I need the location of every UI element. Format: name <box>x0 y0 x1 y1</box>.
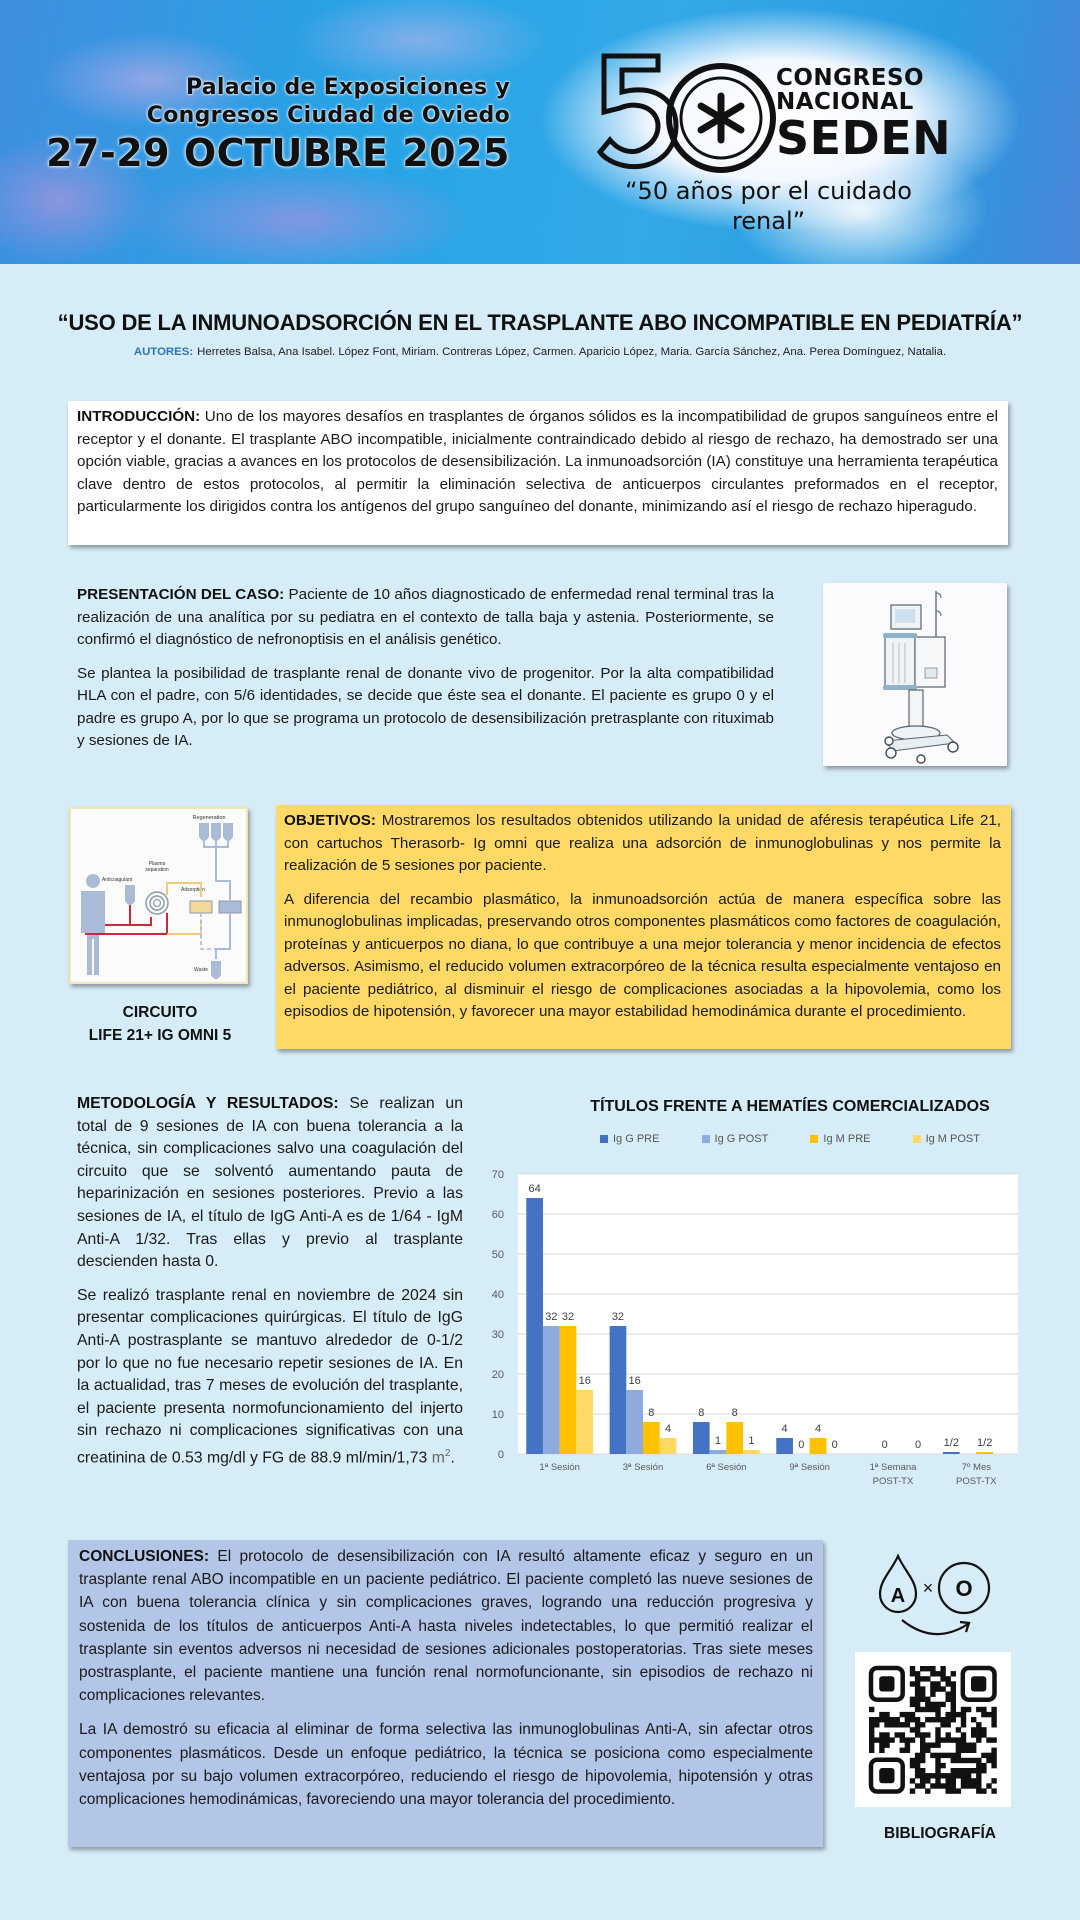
y-tick-label: 10 <box>491 1409 504 1421</box>
data-label: 1 <box>714 1435 722 1447</box>
abo-incompatibility-icon <box>874 1550 1004 1645</box>
data-label: 0 <box>831 1439 838 1451</box>
x-tick-label: 6ª Sesión <box>706 1462 747 1473</box>
introduction-text: Uno de los mayores desafíos en trasplantes de órganos sólidos es la incompatibilidad de grupos sanguíneos entre el receptor y el donante. El trasplante ABO incompatible, inicialmente contraindicado debido al riesgo de rechazo, ha demostrado ser una opción viable, gracias a avances en los protocolos de desensibilización. La inmunoadsorción (IA) constituye una herramienta terapéutica clave dentro de estos protocolos, al permitir la eliminación selectiva de anticuerpos circulantes preformados en el receptor, particularmente los dirigidos contra los antígenos del grupo sanguíneo del donante, minimizando así el riesgo de rechazo hiperagudo. <box>77 408 998 515</box>
conclusions-box <box>68 1540 823 1847</box>
bar <box>693 1422 710 1454</box>
data-label: 64 <box>528 1183 541 1195</box>
x-tick-label: POST-TX <box>872 1476 914 1487</box>
bar <box>576 1390 593 1454</box>
x-tick-label: 1ª Sesión <box>539 1462 580 1473</box>
case-presentation <box>77 584 774 753</box>
data-label: 1 <box>748 1435 755 1447</box>
chart-title: TÍTULOS FRENTE A HEMATÍES COMERCIALIZADOS <box>590 1098 990 1115</box>
bar <box>610 1326 627 1454</box>
case-paragraph-1 <box>77 584 774 652</box>
objectives-text-1: Mostraremos los resultados obtenidos utilizando la unidad de aféresis terapéutica Life 21, con cartuchos Therasorb- Ig omni que realiza una adsorción de inmunoglobulinas y nos permite la realización de 5 sesiones por paciente. <box>284 812 1001 874</box>
poster-title: “USO DE LA INMUNOADSORCIÓN EN EL TRASPLANTE ABO INCOMPATIBLE EN PEDIATRÍA” <box>57 310 1023 335</box>
bar <box>726 1422 743 1454</box>
label-anticoagulant: Anticoagulant <box>101 877 133 883</box>
legend-label: Ig M POST <box>925 1133 980 1145</box>
objectives-box <box>276 805 1011 1049</box>
y-tick-label: 40 <box>491 1289 504 1301</box>
method-end: . <box>450 1449 455 1467</box>
bar <box>810 1438 827 1454</box>
data-label: 16 <box>628 1375 641 1387</box>
data-label: 1/2 <box>943 1437 959 1449</box>
event-dates: 27-29 OCTUBRE 2025 <box>46 131 510 175</box>
data-label: 1/2 <box>977 1437 993 1449</box>
x-tick-label: 9ª Sesión <box>789 1462 830 1473</box>
conclusions-text-1: El protocolo de desensibilización con IA resultó altamente eficaz y seguro en un trasplante renal ABO incompatible en un paciente pediátrico. El paciente completó las nueve sesiones de IA con buena tolerancia clínica y sin complicaciones graves, logrando una reducción progresiva y sostenida de los títulos de anticuerpos Anti-A hasta niveles indetectables, lo que permitió realizar el trasplante sin eventos adversos ni necesidad de sesiones adicionales postoperatorias. Tras siete meses postrasplante, el paciente mantiene una función renal normofuncionante, sin episodios de rechazo ni complicaciones relevantes. <box>79 1548 813 1705</box>
legend-swatch <box>913 1135 921 1143</box>
abo-o-label: O <box>955 1576 973 1601</box>
label-waste: Waste <box>194 967 208 973</box>
authors-names: Herretes Balsa, Ana Isabel. López Font, Miriam. Contreras López, Carmen. Aparicio López, Maria. García Sánchez, Ana. Perea Domínguez, Natalia. <box>197 346 947 358</box>
data-label: 32 <box>545 1311 558 1323</box>
data-label: 4 <box>781 1423 788 1435</box>
bar <box>526 1198 543 1454</box>
x-tick-label: 3ª Sesión <box>622 1462 664 1473</box>
bar <box>626 1390 643 1454</box>
circuit-caption-line-1: CIRCUITO <box>122 1004 198 1021</box>
circuit-caption-line-2: LIFE 21+ IG OMNI 5 <box>88 1027 232 1044</box>
logo-50-icon <box>596 48 776 178</box>
methodology-results <box>77 1093 463 1470</box>
label-adsorption: Adsorption <box>181 887 205 893</box>
data-label: 8 <box>648 1407 655 1419</box>
bar <box>976 1452 993 1454</box>
bar-chart <box>480 1160 1025 1495</box>
method-heading: METODOLOGÍA Y RESULTADOS: <box>77 1095 339 1112</box>
y-tick-label: 60 <box>491 1209 504 1221</box>
authors-label: AUTORES: <box>133 346 194 358</box>
y-tick-label: 70 <box>491 1169 504 1181</box>
objectives-heading: OBJETIVOS: <box>284 812 376 829</box>
legend-item <box>913 1133 980 1145</box>
y-tick-label: 30 <box>491 1329 504 1341</box>
label-plasma: Plasma <box>148 861 166 867</box>
logo-seden: SEDEN <box>776 111 952 165</box>
x-tick-label: POST-TX <box>956 1476 997 1487</box>
method-text-1: Se realizan un total de 9 sesiones de IA con buena tolerancia a la técnica, sin complicaciones salvo una coagulación del circuito que se solventó aumentando pauta de heparinización en sesiones posteriores. Previo a las sesiones de IA, el título de IgG Anti-A es de 1/64 - IgM Anti-A 1/32. Tras ellas y previo al trasplante descienden hasta 0. <box>77 1095 463 1271</box>
bibliography-qr-code[interactable] <box>855 1652 1011 1807</box>
venue-line-1: Palacio de Exposiciones y <box>185 75 510 100</box>
legend-swatch <box>810 1135 818 1143</box>
apheresis-machine-image <box>823 583 1007 766</box>
data-label: 4 <box>664 1423 672 1435</box>
method-text-2: Se realizó trasplante renal en noviembre de 2024 sin presentar complicaciones quirúrgicas. El título de IgG Anti-A postrasplante se mantuvo alrededor de 0-1/2 por lo que no fue necesario repetir sesiones de IA. En la actualidad, tras 7 meses de evolución del trasplante, el paciente presenta normofuncionamiento del injerto sin rechazo ni complicaciones significativas con una creatinina de 0.53 mg/dl y FG de 88.9 ml/min/1,73 <box>77 1286 463 1467</box>
method-paragraph-1 <box>77 1093 463 1274</box>
y-tick-label: 20 <box>491 1369 504 1381</box>
objectives-paragraph-2: A diferencia del recambio plasmático, la inmunoadsorción actúa de manera específica sobre las inmunoglobulinas implicadas, preservando otros componentes plasmáticos como factores de coagulación, proteínas y anticuerpos no diana, lo que contribuye a una mejor tolerancia y menor incidencia de efectos adversos. Asimismo, el reducido volumen extracorpóreo de la técnica resulta especialmente ventajoso en el paciente pediátrico, al disminuir el riesgo de complicaciones asociadas a la hipovolemia, como los episodios de hipotensión, y favorecer una mayor estabilidad hemodinámica durante el procedimiento. <box>284 890 1001 1020</box>
label-regeneration: Regeneration <box>192 815 226 821</box>
introduction-heading: INTRODUCCIÓN: <box>77 408 201 425</box>
data-label: 16 <box>578 1375 591 1387</box>
venue-block <box>46 74 510 176</box>
x-tick-label: 1ª Semana <box>869 1462 917 1473</box>
legend-label: Ig M PRE <box>823 1133 871 1145</box>
x-tick-label: 7º Mes <box>961 1462 992 1473</box>
logo-congreso-nacional <box>776 66 924 114</box>
data-label: 0 <box>881 1439 888 1451</box>
data-label: 8 <box>731 1407 738 1419</box>
conclusions-heading: CONCLUSIONES: <box>79 1548 210 1565</box>
label-separation: separation <box>145 867 169 873</box>
venue-line-2: Congresos Ciudad de Oviedo <box>146 103 510 128</box>
seden-logo <box>596 48 952 235</box>
bar <box>776 1438 793 1454</box>
legend-label: Ig G POST <box>714 1133 769 1145</box>
legend-swatch <box>600 1135 608 1143</box>
logo-line-1: CONGRESO <box>776 65 925 91</box>
bibliography-label: BIBLIOGRAFÍA <box>884 1825 996 1842</box>
bar <box>660 1438 677 1454</box>
case-heading: PRESENTACIÓN DEL CASO: <box>77 586 285 603</box>
circuit-diagram-icon <box>71 809 246 982</box>
bar <box>543 1326 560 1454</box>
data-label: 32 <box>611 1311 625 1323</box>
circuit-caption <box>60 1001 260 1047</box>
legend-item <box>702 1133 769 1145</box>
introduction-box <box>68 401 1008 545</box>
abo-a-label: A <box>890 1585 906 1607</box>
conclusions-paragraph-1 <box>79 1545 813 1707</box>
bar <box>643 1422 660 1454</box>
y-tick-label: 0 <box>497 1449 504 1461</box>
bar <box>560 1326 577 1454</box>
abo-times-label: × <box>922 1578 934 1598</box>
apheresis-machine-icon <box>823 583 1007 766</box>
qr-code-icon <box>855 1652 1011 1807</box>
data-label: 0 <box>914 1439 922 1451</box>
case-paragraph-2: Se plantea la posibilidad de trasplante renal de donante vivo de progenitor. Por la alta compatibilidad HLA con el padre, con 5/6 identidades, se decide que éste sea el donante. El paciente es grupo 0 y el padre es grupo A, por lo que se programa un protocolo de desensibilización pretrasplante con rituximab y sesiones de IA. <box>77 664 774 749</box>
method-paragraph-2 <box>77 1285 463 1470</box>
conclusions-paragraph-2: La IA demostró su eficacia al eliminar de forma selectiva las inmunoglobulinas Anti-A, sin afectar otros componentes plasmáticos. Desde un enfoque pediátrico, la técnica se posiciona como especialmente ventajosa por su bajo volumen extracorpóreo, reduciendo el riesgo de hipovolemia, hipotensión y otras complicaciones hemodinámicas, favoreciendo una mayor tolerancia del procedimiento. <box>79 1721 813 1809</box>
legend-item <box>810 1133 870 1145</box>
legend-label: Ig G PRE <box>613 1133 660 1145</box>
y-tick-label: 50 <box>491 1249 504 1261</box>
bar <box>943 1452 960 1454</box>
legend-swatch <box>702 1135 710 1143</box>
method-unit-sup: 2 <box>444 1447 451 1459</box>
authors <box>0 344 1080 360</box>
method-unit: m <box>431 1449 445 1467</box>
data-label: 32 <box>561 1311 575 1323</box>
bar <box>710 1450 727 1454</box>
chart-legend <box>600 1133 980 1145</box>
logo-line-2: NACIONAL <box>776 89 914 115</box>
circuit-diagram <box>69 807 248 984</box>
objectives-paragraph-1 <box>284 810 1001 878</box>
legend-item <box>600 1133 659 1145</box>
data-label: 4 <box>814 1423 822 1435</box>
data-label: 0 <box>798 1439 805 1451</box>
bar <box>743 1450 760 1454</box>
header-banner <box>0 0 1080 264</box>
logo-motto: “50 años por el cuidado renal” <box>625 177 912 235</box>
data-label: 8 <box>698 1407 705 1419</box>
case-text-1: Paciente de 10 años diagnosticado de enfermedad renal terminal tras la realización de una analítica por su pediatra en el contexto de talla baja y astenia. Posteriormente, se confirmó el diagnóstico de nefronoptisis en el análisis genético. <box>77 586 774 648</box>
